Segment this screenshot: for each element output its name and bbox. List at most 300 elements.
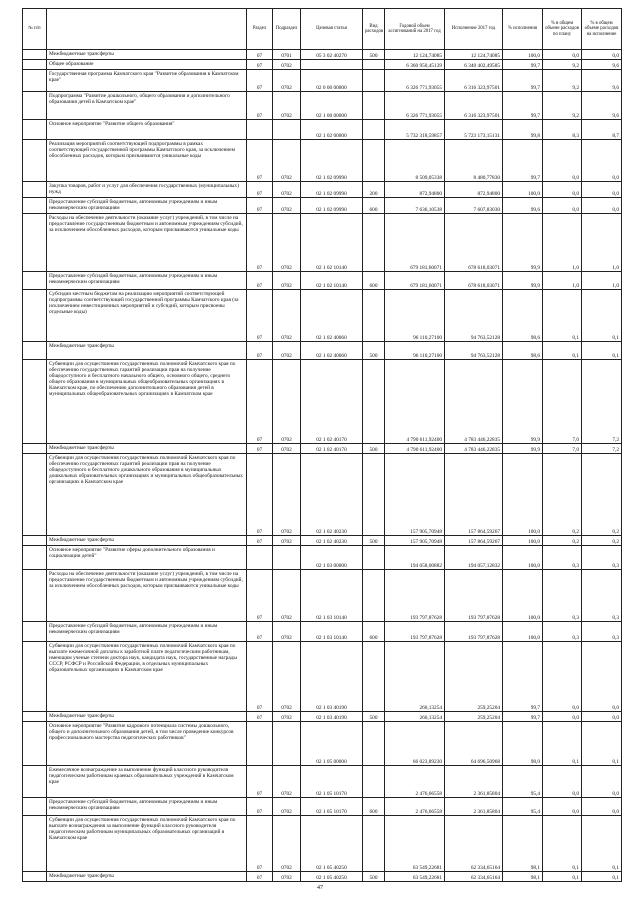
row-percent-cell: 99,6 (503, 198, 543, 214)
row-share-execution-cell: 0,0 (582, 798, 622, 816)
row-number-cell (23, 214, 47, 272)
row-kind-cell (363, 454, 385, 536)
row-section-cell: 07 (247, 182, 273, 198)
row-percent-cell: 99,7 (503, 92, 543, 120)
table-row (23, 360, 622, 444)
row-share-execution-cell: 7,2 (582, 360, 622, 444)
row-section-cell: 07 (247, 872, 273, 882)
row-execution-cell: 6 316 323,97501 (445, 70, 503, 92)
row-execution-cell: 12 124,74085 (445, 50, 503, 60)
row-share-plan-cell: 0,2 (543, 536, 582, 546)
row-share-plan-cell: 0,0 (543, 712, 582, 722)
row-name-cell: Расходы на обеспечение деятельности (оказание услуг) учреждений, в том числе на предоставление государственным бюджетным и автономным учреждениям субсидий, за исключением обособленных расходов, которым присваиваются уникальные коды (47, 570, 247, 622)
row-percent-cell: 95,4 (503, 798, 543, 816)
table-row (23, 798, 622, 816)
row-plan-cell: 872,94800 (385, 182, 445, 198)
row-kind-cell (363, 642, 385, 712)
row-execution-cell: 8 480,77830 (445, 140, 503, 182)
row-percent-cell: 99,7 (503, 712, 543, 722)
row-execution-cell: 4 783 446,22835 (445, 360, 503, 444)
row-subsection-cell: 0702 (273, 872, 301, 882)
row-execution-cell: 193 797,87628 (445, 570, 503, 622)
row-percent-cell: 98,0 (503, 722, 543, 766)
row-percent-cell: 99,7 (503, 70, 543, 92)
row-plan-cell: 193 797,87628 (385, 622, 445, 642)
row-share-plan-cell: 1,0 (543, 214, 582, 272)
row-subsection-cell: 0702 (273, 140, 301, 182)
table-row (23, 570, 622, 622)
row-kind-cell: 500 (363, 712, 385, 722)
table-row (23, 622, 622, 642)
row-kind-cell: 500 (363, 872, 385, 882)
row-target-cell: 02 1 05 00000 (301, 722, 363, 766)
row-execution-cell: 193 797,87628 (445, 622, 503, 642)
row-name-cell: Межбюджетные трансферты (47, 536, 247, 546)
row-percent-cell: 100,0 (503, 536, 543, 546)
header-subsection: Подраздел (273, 9, 301, 50)
row-target-cell: 02 1 02 10140 (301, 272, 363, 290)
row-share-plan-cell: 0,1 (543, 816, 582, 872)
row-number-cell (23, 360, 47, 444)
row-plan-cell: 7 636,10538 (385, 198, 445, 214)
row-subsection-cell (273, 120, 301, 140)
row-name-cell: Субвенции для осуществления государственных полномочий Камчатского края по обеспечению государственных гарантий реализации прав на получение общедоступного и бесплатного начального общего, основного общего, среднего общего образования в муниципальных общеобразовательных организациях в Камчатском крае, по обеспечению дополнительного образования детей в муниципальных общеобразовательных организациях в Камчатском крае (47, 360, 247, 444)
row-number-cell (23, 622, 47, 642)
row-number-cell (23, 120, 47, 140)
row-share-plan-cell: 0,1 (543, 290, 582, 342)
row-number-cell (23, 342, 47, 360)
row-execution-cell: 872,94800 (445, 182, 503, 198)
header-name (47, 9, 247, 50)
table-row (23, 182, 622, 198)
row-execution-cell: 678 618,03071 (445, 272, 503, 290)
row-target-cell: 02 1 02 09990 (301, 182, 363, 198)
row-number-cell (23, 272, 47, 290)
row-subsection-cell: 0702 (273, 290, 301, 342)
row-percent-cell: 98,1 (503, 872, 543, 882)
row-target-cell: 02 1 05 40250 (301, 816, 363, 872)
row-percent-cell: 99,7 (503, 140, 543, 182)
row-subsection-cell: 0701 (273, 50, 301, 60)
row-execution-cell: 6 316 323,97501 (445, 92, 503, 120)
row-share-execution-cell: 0,0 (582, 140, 622, 182)
row-share-plan-cell: 0,1 (543, 722, 582, 766)
row-plan-cell: 4 790 611,92400 (385, 444, 445, 454)
row-execution-cell: 259,25204 (445, 712, 503, 722)
row-execution-cell: 2 361,85804 (445, 798, 503, 816)
row-subsection-cell (273, 546, 301, 570)
row-percent-cell: 100,0 (503, 570, 543, 622)
row-share-plan-cell: 9,2 (543, 92, 582, 120)
row-share-plan-cell: 0,0 (543, 798, 582, 816)
row-percent-cell: 100,0 (503, 50, 543, 60)
row-section-cell (247, 722, 273, 766)
row-section-cell: 07 (247, 444, 273, 454)
row-execution-cell: 194 057,12832 (445, 546, 503, 570)
row-number-cell (23, 92, 47, 120)
row-subsection-cell: 0702 (273, 214, 301, 272)
row-plan-cell: 6 360 950,45139 (385, 60, 445, 70)
row-target-cell: 02 1 02 40170 (301, 444, 363, 454)
row-kind-cell: 500 (363, 536, 385, 546)
row-target-cell: 02 1 02 40060 (301, 290, 363, 342)
row-kind-cell (363, 570, 385, 622)
row-kind-cell: 500 (363, 50, 385, 60)
row-target-cell: 02 1 03 10140 (301, 622, 363, 642)
table-row (23, 198, 622, 214)
row-kind-cell (363, 70, 385, 92)
row-share-execution-cell: 0,2 (582, 454, 622, 536)
table-row (23, 444, 622, 454)
row-kind-cell (363, 92, 385, 120)
row-kind-cell: 600 (363, 622, 385, 642)
row-percent-cell: 99,9 (503, 360, 543, 444)
row-kind-cell (363, 140, 385, 182)
row-share-execution-cell: 0,2 (582, 536, 622, 546)
row-share-plan-cell: 0,0 (543, 140, 582, 182)
row-number-cell (23, 290, 47, 342)
row-name-cell: Предоставление субсидий бюджетным, автономным учреждениям и иным некоммерческим организациям (47, 798, 247, 816)
row-section-cell: 07 (247, 766, 273, 798)
row-number-cell (23, 60, 47, 70)
row-section-cell (247, 120, 273, 140)
header-section: Раздел (247, 9, 273, 50)
row-share-plan-cell: 0,0 (543, 642, 582, 712)
row-plan-cell: 66 023,89230 (385, 722, 445, 766)
table-header-row (23, 9, 622, 50)
row-share-plan-cell: 1,0 (543, 272, 582, 290)
row-share-execution-cell: 9,6 (582, 70, 622, 92)
row-share-execution-cell: 9,6 (582, 92, 622, 120)
row-number-cell (23, 712, 47, 722)
row-section-cell: 07 (247, 454, 273, 536)
header-target-article: Целевая статья (301, 9, 363, 50)
row-section-cell: 07 (247, 622, 273, 642)
row-kind-cell: 500 (363, 342, 385, 360)
row-target-cell: 02 1 02 09990 (301, 198, 363, 214)
row-name-cell: Межбюджетные трансферты (47, 872, 247, 882)
row-share-plan-cell: 0,0 (543, 766, 582, 798)
row-name-cell: Подпрограмма "Развитие дошкольного, общего образования и дополнительного образования детей в Камчатском крае" (47, 92, 247, 120)
row-name-cell: Предоставление субсидий бюджетным, автономным учреждениям и иным некоммерческим организациям (47, 198, 247, 214)
table-row (23, 290, 622, 342)
row-name-cell: Межбюджетные трансферты (47, 712, 247, 722)
row-number-cell (23, 454, 47, 536)
row-number-cell (23, 816, 47, 872)
row-target-cell: 02 0 00 00000 (301, 70, 363, 92)
row-plan-cell: 260,13254 (385, 642, 445, 712)
table-body (23, 50, 622, 882)
row-share-plan-cell: 8,3 (543, 120, 582, 140)
row-percent-cell: 100,0 (503, 546, 543, 570)
row-execution-cell: 6 340 402,49585 (445, 60, 503, 70)
row-target-cell: 02 1 02 40230 (301, 454, 363, 536)
row-kind-cell: 600 (363, 198, 385, 214)
header-row-number: № п/п (23, 9, 47, 50)
row-plan-cell: 679 181,60071 (385, 214, 445, 272)
row-percent-cell: 98,6 (503, 342, 543, 360)
row-section-cell: 07 (247, 712, 273, 722)
row-execution-cell: 157 864,59267 (445, 536, 503, 546)
row-target-cell: 02 1 02 40230 (301, 536, 363, 546)
row-percent-cell: 98,1 (503, 816, 543, 872)
row-number-cell (23, 444, 47, 454)
row-subsection-cell: 0702 (273, 92, 301, 120)
row-subsection-cell: 0702 (273, 642, 301, 712)
row-plan-cell: 96 110,27100 (385, 342, 445, 360)
row-number-cell (23, 198, 47, 214)
row-name-cell: Межбюджетные трансферты (47, 342, 247, 360)
row-kind-cell (363, 120, 385, 140)
row-share-plan-cell: 0,0 (543, 198, 582, 214)
row-kind-cell: 200 (363, 182, 385, 198)
row-percent-cell: 100,0 (503, 454, 543, 536)
row-name-cell: Предоставление субсидий бюджетным, автономным учреждениям и иным некоммерческим организациям (47, 622, 247, 642)
row-share-plan-cell: 0,2 (543, 454, 582, 536)
row-target-cell: 02 1 03 40190 (301, 712, 363, 722)
row-kind-cell (363, 546, 385, 570)
row-section-cell: 07 (247, 798, 273, 816)
row-plan-cell: 157 905,70948 (385, 536, 445, 546)
row-subsection-cell: 0702 (273, 70, 301, 92)
row-execution-cell: 678 618,03071 (445, 214, 503, 272)
row-subsection-cell: 0702 (273, 570, 301, 622)
row-target-cell: 02 1 05 10170 (301, 798, 363, 816)
row-name-cell: Субвенции для осуществления государственных полномочий Камчатского края по выплате ежемесячной доплаты к заработной плате педагогическим работникам, имеющим ученые степени доктора наук, кандидата наук, государственные награды СССР, РСФСР и Российской Федерации, в отдельных муниципальных образовательных организациях в Камчатском крае (47, 642, 247, 712)
table-row (23, 816, 622, 872)
row-name-cell: Основное мероприятие "Развитие сферы дополнительного образования и социализации детей" (47, 546, 247, 570)
row-section-cell: 07 (247, 60, 273, 70)
row-name-cell: Основное мероприятие "Развитие кадрового потенциала системы дошкольного, общего и дополнительного образования детей, в том числе проведение конкурсов профессионального мастерства педагогических работников" (47, 722, 247, 766)
row-plan-cell: 63 549,22681 (385, 872, 445, 882)
row-share-plan-cell: 9,2 (543, 70, 582, 92)
row-subsection-cell: 0702 (273, 444, 301, 454)
row-kind-cell (363, 766, 385, 798)
table-row (23, 342, 622, 360)
row-execution-cell: 7 607,83030 (445, 198, 503, 214)
row-section-cell: 07 (247, 342, 273, 360)
row-target-cell: 02 1 03 40190 (301, 642, 363, 712)
row-target-cell: 05 3 02 40270 (301, 50, 363, 60)
row-number-cell (23, 70, 47, 92)
header-share-plan: % в общем объеме расходов по плану (543, 9, 582, 50)
row-percent-cell: 95,4 (503, 766, 543, 798)
row-kind-cell (363, 214, 385, 272)
row-section-cell: 07 (247, 272, 273, 290)
row-target-cell: 02 1 03 10140 (301, 570, 363, 622)
row-name-cell: Государственная программа Камчатского края "Развитие образования в Камчатском крае" (47, 70, 247, 92)
row-percent-cell: 98,6 (503, 290, 543, 342)
row-section-cell: 07 (247, 290, 273, 342)
table-row (23, 214, 622, 272)
table-row (23, 722, 622, 766)
row-share-execution-cell: 0,1 (582, 872, 622, 882)
row-percent-cell: 99,9 (503, 444, 543, 454)
row-subsection-cell: 0702 (273, 766, 301, 798)
row-target-cell: 02 1 02 10140 (301, 214, 363, 272)
row-percent-cell: 99,7 (503, 642, 543, 712)
row-share-execution-cell: 1,0 (582, 272, 622, 290)
row-name-cell: Реализация мероприятий соответствующей подпрограммы в рамках соответствующей государственной программы Камчатского края, за исключением обособленных расходов, которым присваиваются уникальные коды (47, 140, 247, 182)
row-section-cell: 07 (247, 92, 273, 120)
table-row (23, 50, 622, 60)
row-section-cell: 07 (247, 360, 273, 444)
table-row (23, 536, 622, 546)
row-plan-cell: 157 905,70948 (385, 454, 445, 536)
row-percent-cell: 100,0 (503, 182, 543, 198)
row-kind-cell: 600 (363, 272, 385, 290)
row-percent-cell: 99,8 (503, 120, 543, 140)
row-number-cell (23, 546, 47, 570)
row-section-cell: 07 (247, 642, 273, 712)
row-kind-cell: 600 (363, 798, 385, 816)
row-name-cell: Ежемесячное вознаграждение за выполнение функций классного руководителя педагогическим работникам краевых образовательных учреждений в Камчатском крае (47, 766, 247, 798)
table-row (23, 546, 622, 570)
row-share-plan-cell: 0,3 (543, 570, 582, 622)
row-number-cell (23, 570, 47, 622)
row-kind-cell (363, 60, 385, 70)
row-subsection-cell: 0702 (273, 798, 301, 816)
row-target-cell: 02 1 03 00000 (301, 546, 363, 570)
row-name-cell: Закупка товаров, работ и услуг для обеспечения государственных (муниципальных) нужд (47, 182, 247, 198)
row-subsection-cell: 0702 (273, 622, 301, 642)
row-percent-cell: 100,0 (503, 622, 543, 642)
row-target-cell: 02 1 05 40250 (301, 872, 363, 882)
header-execution: Исполнение 2017 год (445, 9, 503, 50)
row-kind-cell: 500 (363, 444, 385, 454)
row-section-cell: 07 (247, 140, 273, 182)
row-subsection-cell: 0702 (273, 536, 301, 546)
row-name-cell: Предоставление субсидий бюджетным, автономным учреждениям и иным некоммерческим организациям (47, 272, 247, 290)
row-share-execution-cell: 9,6 (582, 60, 622, 70)
row-share-execution-cell: 8,7 (582, 120, 622, 140)
row-share-plan-cell: 7,0 (543, 444, 582, 454)
row-subsection-cell: 0702 (273, 360, 301, 444)
row-share-plan-cell: 0,3 (543, 546, 582, 570)
row-name-cell: Основное мероприятие "Развитие общего образования" (47, 120, 247, 140)
table-row (23, 60, 622, 70)
row-share-execution-cell: 7,2 (582, 444, 622, 454)
row-name-cell: Субвенции для осуществления государственных полномочий Камчатского края по обеспечению государственных гарантий реализации прав на получение общедоступного и бесплатного дошкольного образования в муниципальных дошкольных образовательных организациях и муниципальных общеобразовательных организациях в Камчатском крае (47, 454, 247, 536)
row-subsection-cell: 0702 (273, 182, 301, 198)
row-execution-cell: 62 334,65164 (445, 816, 503, 872)
row-share-execution-cell: 0,3 (582, 546, 622, 570)
row-plan-cell: 96 110,27100 (385, 290, 445, 342)
row-plan-cell: 2 476,66558 (385, 798, 445, 816)
row-execution-cell: 5 723 173,15131 (445, 120, 503, 140)
row-percent-cell: 99,9 (503, 272, 543, 290)
row-number-cell (23, 872, 47, 882)
header-annual-plan: Годовой объем ассигнований на 2017 год (385, 9, 445, 50)
row-plan-cell: 12 124,74085 (385, 50, 445, 60)
row-section-cell: 07 (247, 214, 273, 272)
row-execution-cell: 94 763,52128 (445, 342, 503, 360)
row-share-plan-cell: 0,0 (543, 182, 582, 198)
row-share-plan-cell: 7,0 (543, 360, 582, 444)
header-share-execution: % в общем объеме расходов на исполнение (582, 9, 622, 50)
row-name-cell: Субвенции для осуществления государственных полномочий Камчатского края по выплате вознаграждения за выполнение функций классного руководителя педагогическим работникам муниципальных образовательных организаций в Камчатском крае (47, 816, 247, 872)
row-kind-cell (363, 290, 385, 342)
header-expense-kind: Вид расходов (363, 9, 385, 50)
table-row (23, 766, 622, 798)
budget-table-sheet (22, 8, 621, 882)
row-share-execution-cell: 0,0 (582, 198, 622, 214)
row-number-cell (23, 50, 47, 60)
row-plan-cell: 4 790 611,92400 (385, 360, 445, 444)
row-plan-cell: 8 509,05338 (385, 140, 445, 182)
row-plan-cell: 260,13254 (385, 712, 445, 722)
row-name-cell: Расходы на обеспечение деятельности (оказание услуг) учреждений, в том числе на предоставление государственным бюджетным и автономным учреждениям субсидий, за исключением обособленных расходов, которым присваиваются уникальные коды (47, 214, 247, 272)
row-share-execution-cell: 0,1 (582, 722, 622, 766)
row-target-cell (301, 60, 363, 70)
table-row (23, 140, 622, 182)
row-target-cell: 02 1 02 00000 (301, 120, 363, 140)
table-row (23, 712, 622, 722)
row-kind-cell (363, 360, 385, 444)
row-target-cell: 02 1 02 40060 (301, 342, 363, 360)
row-number-cell (23, 798, 47, 816)
budget-execution-table (22, 8, 622, 882)
row-share-execution-cell: 0,1 (582, 342, 622, 360)
table-row (23, 70, 622, 92)
row-section-cell: 07 (247, 198, 273, 214)
row-share-execution-cell: 0,3 (582, 622, 622, 642)
row-kind-cell (363, 722, 385, 766)
row-share-plan-cell: 0,1 (543, 872, 582, 882)
row-number-cell (23, 766, 47, 798)
row-target-cell: 02 1 00 00000 (301, 92, 363, 120)
row-share-execution-cell: 0,0 (582, 712, 622, 722)
row-section-cell: 07 (247, 50, 273, 60)
row-share-plan-cell: 0,3 (543, 622, 582, 642)
row-kind-cell (363, 816, 385, 872)
row-plan-cell: 6 326 771,93055 (385, 70, 445, 92)
row-subsection-cell: 0702 (273, 712, 301, 722)
row-plan-cell: 2 476,66558 (385, 766, 445, 798)
row-share-execution-cell: 0,1 (582, 816, 622, 872)
row-share-execution-cell: 0,0 (582, 766, 622, 798)
row-execution-cell: 259,25204 (445, 642, 503, 712)
row-target-cell: 02 1 02 40170 (301, 360, 363, 444)
row-name-cell: Общее образование (47, 60, 247, 70)
row-share-plan-cell: 0,1 (543, 342, 582, 360)
row-subsection-cell: 0702 (273, 816, 301, 872)
table-row (23, 454, 622, 536)
row-number-cell (23, 536, 47, 546)
row-section-cell: 07 (247, 536, 273, 546)
row-number-cell (23, 722, 47, 766)
row-plan-cell: 679 181,60071 (385, 272, 445, 290)
table-row (23, 120, 622, 140)
row-subsection-cell: 0702 (273, 342, 301, 360)
table-row (23, 272, 622, 290)
header-execution-percent: % исполнения (503, 9, 543, 50)
row-name-cell: Субсидии местным бюджетам на реализацию мероприятий соответствующей подпрограммы соответствующей государственной программы Камчатского края (за исключением инвестиционных мероприятий и субсидий, которым присвоены отдельные коды) (47, 290, 247, 342)
row-target-cell: 02 1 02 09990 (301, 140, 363, 182)
row-share-execution-cell: 0,0 (582, 50, 622, 60)
table-row (23, 872, 622, 882)
row-share-execution-cell: 0,1 (582, 290, 622, 342)
row-number-cell (23, 182, 47, 198)
table-row (23, 642, 622, 712)
row-execution-cell: 4 783 446,22835 (445, 444, 503, 454)
row-share-plan-cell: 0,0 (543, 50, 582, 60)
row-share-execution-cell: 0,3 (582, 570, 622, 622)
row-section-cell: 07 (247, 816, 273, 872)
row-subsection-cell: 0702 (273, 198, 301, 214)
row-subsection-cell: 0702 (273, 454, 301, 536)
row-plan-cell: 63 549,22681 (385, 816, 445, 872)
